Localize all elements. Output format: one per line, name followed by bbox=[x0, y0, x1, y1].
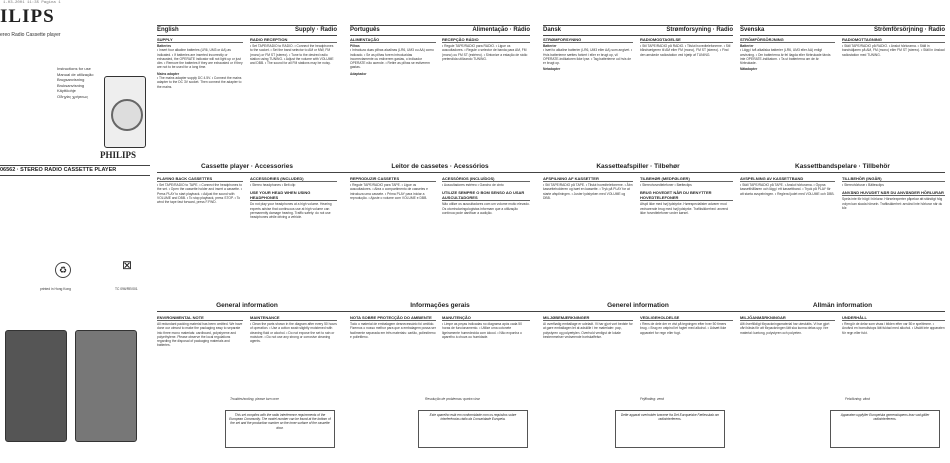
pt-supply-block: ALIMENTAÇÃO Pilhas • Introduza duas pilhas alcalinas (LR6, UM3 ou AA) como indicado. • Se as pilhas forem introduzidas incorrectamente ou estiverem gastas, o indicador OPERATE não acende. • Retire as pilhas se estiverem gastas. Adaptador bbox=[350, 36, 436, 76]
sv-milj-block: MILJÖANMÄRKNINGAR Allt överflödigt förpackningsmaterial har uteslutits. Vi har gjort vårt bästa för att förpackningen lätt ska kunna delas upp i tre material: kartong, polystyren och polyeten. bbox=[740, 314, 835, 335]
title-en-general: General information bbox=[216, 302, 278, 309]
pt-troubleshoot-note: Resolução de problemas: queira virar bbox=[425, 397, 480, 401]
divider bbox=[157, 311, 945, 312]
en-play-block: PLAYING BACK CASSETTES • Set TAPE/RADIO to TAPE. • Connect the headphones to the set. • Open the cassette holder and insert a cassette. • Press PLAY to start playback. • Adjust the sound with VOLUME and DBB. • To stop playback, press STOP. • To wind the tape fast forward, press F.FWD. bbox=[157, 176, 242, 205]
cover-player-image bbox=[104, 76, 146, 148]
da-radio-block: RADIOMODTAGELSE • Stil TAPE/RADIO på RADIO. • Tilslut hovedtelefonerne. • Stil båndvælgeren til AM eller FM (mono), FM ST (stereo). • Find den ønskede radiostation ved hjælp af TUNING. bbox=[640, 36, 733, 57]
pt-radio-block: RECEPÇÃO RÁDIO • Regule TAPE/RADIO para RADIO. • Ligue os auscultadores. • Regule o selector de banda para AM, FM (mono) ou FM ST (estéreo). • Sintonize a estação de rádio pretendida utilizando TUNING. bbox=[442, 36, 530, 61]
da-milj-block: MILJØBEMÆRKNINGER Al overflødig emballage er udeladt. Vi har gjort vort bedste for at gøre emballagen let at adskille i tre materialer: pap, polystyren og polyætylen. Overhold venligst de lokale bestemmelser vedrørende bortskaffelse. bbox=[543, 315, 633, 339]
model-line: 06562 · STEREO RADIO CASSETTE PLAYER bbox=[0, 165, 150, 176]
sv-til-block: TILLBEHÖR (INGÅR) • Stereohörlurar • Bältesclips ANVÄND HUVUDET NÄR DU ANVÄNDER HÖRLURAR Spela inte för högt i hörlurar. Hörselexperter påpekar att ständigt hög volym kan skada hörseln. Trafiksäkerhet: använd inte hörlurar när du kör. bbox=[842, 176, 944, 210]
lang-da: Brugsanvisning bbox=[57, 77, 85, 82]
lang-el: Οδηγίες χρήσεως bbox=[57, 93, 89, 99]
pt-compliance-box: Este aparelho está em conformidade com os requisitos sobre interferências rádio da Comunidade Europeia. bbox=[418, 410, 528, 448]
title-pt-general: Informações gerais bbox=[410, 302, 470, 309]
sv-und-block: UNDERHÅLL • Rengör de delar som visas i bilden efter var 50:e speltimme. • Använd en bomullstops lätt fuktad med alkohol. • Utsätt inte apparaten för regn eller fukt. bbox=[842, 315, 945, 335]
pt-rep-block: REPRODUZIR CASSETES • Regule TAPE/RADIO para TAPE. • Ligue os auscultadores. • Abra o compartimento de cassetes e introduza uma cassete. • Prima PLAY para iniciar a reprodução. • Ajuste o volume com VOLUME e DBB. bbox=[350, 175, 436, 200]
da-afs-block: AFSPILNING AF KASSETTER • Stil TAPE/RADIO på TAPE. • Tilslut hovedtelefonerne. • Åbn kassetteholderen og isæt en kassette. • Tryk på PLAY for at starte afspilningen. • Juster lydstyrken med VOLUME og DBB. bbox=[543, 176, 633, 200]
title-sv-cassette: Kassettbandspelare · Tillbehör bbox=[795, 163, 890, 170]
sv-compliance-box: Apparaten uppfyller Europeiska gemenskapens krav vad gäller radiointerferens. bbox=[830, 410, 940, 448]
title-sv-general: Allmän information bbox=[812, 302, 873, 309]
title-pt-cassette: Leitor de cassetes · Acessórios bbox=[391, 163, 489, 170]
lang-pt: Manual de utilização bbox=[57, 71, 94, 77]
en-supply-block: SUPPLY Batteries • Insert four alkaline batteries (LR6, UM3 or AA) as indicated. • If batteries are inserted incorrectly or exhausted, the OPERATE indicator will not light up or just dim. • Remove the batteries if they are exhausted or if they are not to be used for a long time. Mains adapter • The mains adapter supply DC 4.5V. • Connect the mains adapter to the DC 3V socket. Then connect the adapter to the mains. bbox=[157, 37, 243, 89]
en-acc-block: ACCESSORIES (INCLUDED) • Stereo headphones • Belt clip USE YOUR HEAD WHEN USING HEADPHONES Do not play your headphones at a high volume. Hearing experts advise that continuous use at high volume can permanently damage hearing. Traffic safety: do not use headphones while driving a vehicle. bbox=[250, 175, 337, 219]
lang-en: Instructions for use bbox=[57, 66, 91, 71]
title-en-cassette: Cassette player · Accessories bbox=[201, 163, 293, 170]
da-ved-block: VEDLIGEHOLDELSE • Rens de dele der er vist på tegningen efter hver 50 timers brug. • Brug en vatpind let fugtet med alkohol. • Udsæt ikke apparatet for regn eller fugt. bbox=[640, 314, 733, 335]
en-troubleshoot-note: Troubleshooting, please turn over bbox=[230, 397, 279, 401]
header-sv-supply: Svenska Strömförsörjning · Radio bbox=[740, 25, 945, 36]
en-compliance-box: This set complies with the radio interference requirements of the European Community. The model number can be found at the bottom of the set and the production number on the inner surface of the cassette door. bbox=[225, 410, 335, 448]
brand-logo: ILIPS bbox=[0, 6, 55, 27]
divider bbox=[157, 172, 945, 173]
header-en-supply: English Supply · Radio bbox=[157, 25, 337, 36]
title-da-cassette: Kassetteafspiller · Tilbehør bbox=[596, 163, 680, 170]
sv-supply-block: STRÖMFÖRSÖRJNING Batterier • Lägg i två alkaliska batterier (LR6, UM3 eller AA) enligt anvisning. • Om batterierna är fel ilagda eller förbrukade tänds inte OPERATE-indikatorn. • Ta ut batterierna om de är förbrukade. Nätadapter bbox=[740, 36, 835, 72]
sv-av-block: AVSPELNING AV KASSETTBAND • Ställ TAPE/RADIO på TAPE. • Anslut hörlurarna. • Öppna kassetthållaren och lägg i ett kassettband. • Tryck på PLAY för att starta avspelningen. • Reglera ljudet med VOLUME och DBB. bbox=[740, 176, 835, 196]
sv-troubleshoot-note: Felsökning: vänd bbox=[845, 397, 870, 401]
en-radio-block: RADIO RECEPTION • Set TAPE/RADIO to RADIO. • Connect the headphones to the socket. • Set the band selector to AM or MW, FM (mono) or FM ST (stereo). • Tune to the desired radio station using TUNING. • Adjust the volume with VOLUME and DBB. • The sound for all FM stations may be noisy. bbox=[250, 36, 337, 65]
title-da-general: Generel information bbox=[607, 302, 669, 309]
bin-crossed-icon: ⊠ bbox=[121, 258, 133, 272]
recycle-icon: ♻ bbox=[55, 262, 71, 278]
brand-bottom: PHILIPS bbox=[100, 150, 137, 160]
en-env-block: ENVIRONMENTAL NOTE All redundant packing material has been omitted. We have done our utmost to make the packaging easy to separate into three mono materials: cardboard, polystyrene and polyethylene. Please observe the local regulations regarding the disposal of packaging materials and batteries. bbox=[157, 315, 243, 348]
en-maint-block: MAINTENANCE • Clean the parts shown in the diagram after every 50 hours of operation. • Use a cotton swab slightly moistened with cleaning fluid or alcohol. • Do not expose the set to rain or moisture. • Do not use any strong or corrosive cleaning agents. bbox=[250, 315, 337, 344]
pt-man-block: MANUTENÇÃO • Limpe as peças indicadas no diagrama após cada 50 horas de funcionamento. • Utilize uma cotonete ligeiramente humedecida com álcool. • Não exponha o aparelho à chuva ou humidade. bbox=[442, 314, 530, 339]
language-list bbox=[57, 66, 102, 99]
player-front-image bbox=[5, 330, 67, 442]
printed-in: printed in Hong Kong bbox=[40, 287, 71, 291]
da-til-block: TILBEHØR (MEDFØLGER) • Stereohovedtelefoner • Bælteclips BRUG HOVEDET NÅR DU BENYTTER HOVEDTELEFONER Afspil ikke med høj lydstyrke. Hørespecialister advarer mod vedvarende brug med høj lydstyrke. Trafiksikkerhed: anvend ikke hovedtelefoner under kørsel. bbox=[640, 175, 733, 215]
cd-disc-icon bbox=[111, 99, 143, 131]
product-title: ereo Radio Cassette player bbox=[0, 32, 61, 38]
pt-amb-block: NOTA SOBRE PROTECÇÃO DO AMBIENTE Todo o material de embalagem desnecessário foi omitido. Fizemos o nosso melhor para que a embalagem possa ser facilmente separada em três materiais: cartão, poliestireno e polietileno. bbox=[350, 315, 436, 339]
header-da-supply: Dansk Strømforsyning · Radio bbox=[543, 25, 733, 36]
lang-sv: Bruksanvisning bbox=[57, 82, 85, 88]
doc-code: TC 096/RE/001 bbox=[115, 287, 138, 291]
da-supply-block: STRØMFORSYNING Batterier • Isæt to alkaline batterier (LR6, UM3 eller AA) som angivet. • Hvis batterierne sættes forkert i eller er brugt op, vil OPERATE-indikatoren ikke lyse. • Tag batterierne ud hvis de er brugt op. Netadapter bbox=[543, 37, 633, 72]
sv-radio-block: RADIOMOTTAGNING • Ställ TAPE/RADIO på RADIO. • Anslut hörlurarna. • Ställ in bandväljaren på AM, FM (mono) eller FM ST (stereo). • Ställ in önskad radiostation med TUNING. bbox=[842, 37, 945, 57]
print-header: 1-03-2001 11:35 Pagina 1 bbox=[3, 1, 61, 5]
header-pt-supply: Português Alimentação · Rádio bbox=[350, 25, 530, 36]
player-open-image bbox=[75, 330, 137, 442]
lang-fi: Käyttöohje bbox=[57, 88, 76, 93]
da-troubleshoot-note: Fejlfinding: vend bbox=[640, 397, 665, 401]
pt-acc-block: ACESSÓRIOS (INCLUÍDOS) • Auscultadores estéreo • Gancho de cinto UTILIZE SEMPRE O BOM SENSO AO USAR AUSCULTADORES Não utilize os auscultadores com um volume muito elevado. Os otorrinolaringologistas informam que a utilização contínua pode danificar a audição. bbox=[442, 176, 530, 215]
da-compliance-box: Dette apparat overholder kravene fra Det Europæiske Fællesskab om radiointerferens. bbox=[615, 410, 725, 448]
